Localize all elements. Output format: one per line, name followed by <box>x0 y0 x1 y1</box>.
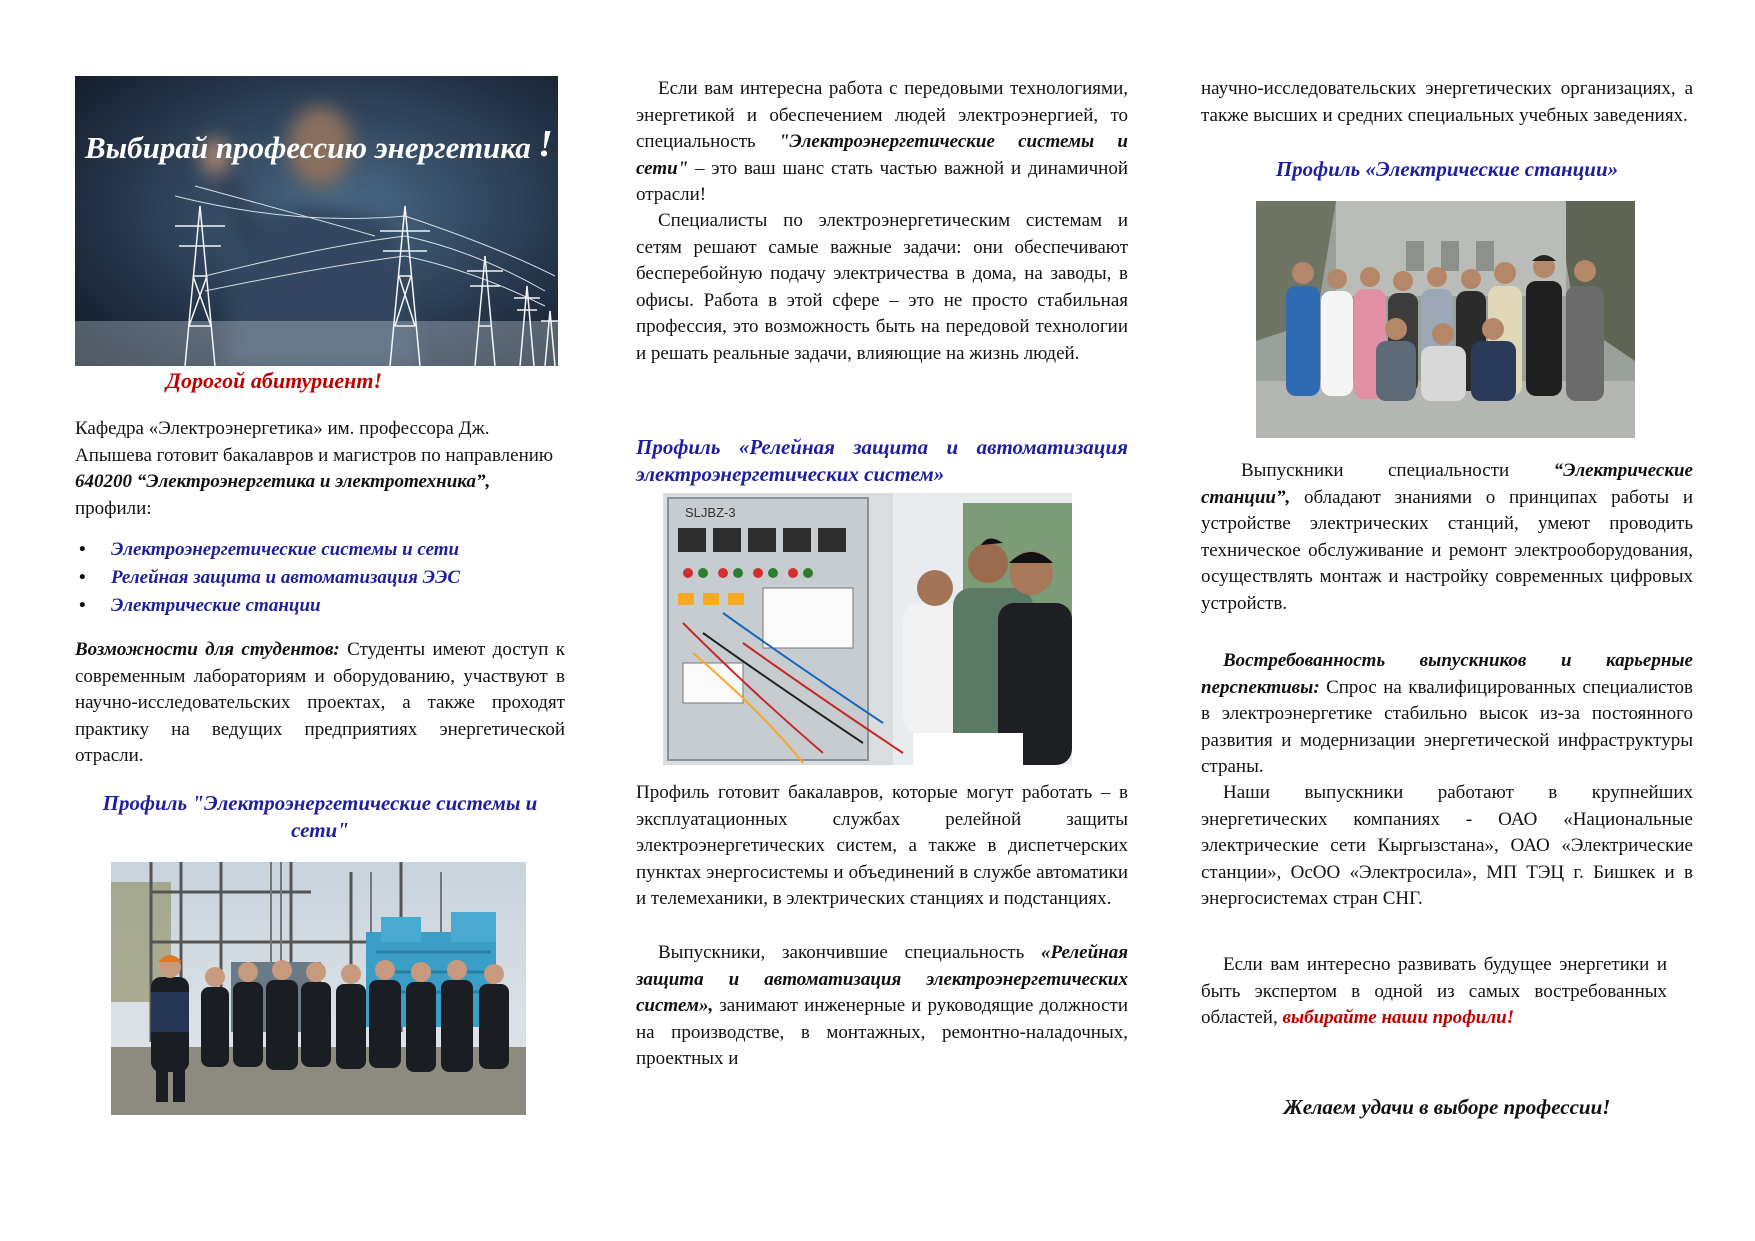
choose-profiles-call: выбирайте наши профили! <box>1282 1007 1515 1028</box>
opportunities-paragraph <box>75 637 565 770</box>
col2-profile-paragraph: Профиль готовит бакалавров, которые могут работать – в эксплуатационных службах релейной защиты электроэнергетических систем, а также в диспетчерских пунктах энергосистемы и объединений в службе автоматики и телемеханики, в электрических станциях и подстанциях. <box>636 782 1128 909</box>
substation-photo <box>111 862 526 1115</box>
profiles-list <box>75 536 565 620</box>
hero-title: Выбирай профессию энергетика <box>85 130 531 165</box>
demand-label: Востребованность выпускников и карьерные перспективы: <box>1201 650 1693 698</box>
col2-graduates-paragraph <box>636 940 1128 1073</box>
intro-paragraph <box>75 416 565 522</box>
power-station-photo <box>1256 201 1635 438</box>
opportunities-text: Студенты имеют доступ к современным лабораториям и оборудованию, участвуют в научно-исследовательских проектах, а также проходят практику на ведущих предприятиях энергетической отрасли. <box>75 639 565 766</box>
col3-p1-text: Выпускники специальности <box>1241 460 1554 481</box>
intro-text-2: профили: <box>75 497 152 519</box>
col3-invite-paragraph <box>1201 952 1667 1032</box>
list-item: • Электроэнергетические системы и сети <box>79 539 460 560</box>
col3-companies-paragraph: Наши выпускники работают в крупнейших энергетических компаниях - ОАО «Национальные электрические сети Кыргызстана», ОАО «Электрические станции», ОсОО «Электросила», МП ТЭЦ г. Бишкек и в энергосистемах стран СНГ. <box>1201 782 1693 909</box>
hero-image <box>75 76 558 366</box>
hero-title-excl: ! <box>538 123 553 165</box>
col3-continued-paragraph: научно-исследовательских энергетических организациях, а также высших и средних специальных учебных заведениях. <box>1201 78 1693 126</box>
col2-specialists-paragraph: Специалисты по электроэнергетическим системам и сетям решают самые важные задачи: они обеспечивают бесперебойную подачу электричества в дома, на заводы, в офисы. Работа в этой сфере – это не просто стабильная профессия, это возможность быть на передовой технологии и решать реальные задачи, влияющие на жизнь людей. <box>636 210 1128 364</box>
panel-label: SLJBZ-3 <box>685 505 736 520</box>
relay-lab-photo <box>663 493 1072 765</box>
col2-p1-specialty: "Электроэнергетические системы и сети" <box>636 131 1128 179</box>
profile3-heading: Профиль «Электрические станции» <box>1275 157 1619 181</box>
col2-p1-end: – это ваш шанс стать частью важной и динамичной отрасли! <box>636 157 1128 205</box>
greeting: Дорогой абитуриент! <box>166 368 383 393</box>
profile2-heading: Профиль «Релейная защита и автоматизация электроэнергетических систем» <box>636 435 1128 486</box>
list-item: • Релейная защита и автоматизация ЭЭС <box>79 567 461 588</box>
col2-p1-text: Если вам интересна работа с передовыми технологиями, энергетикой и обеспечением людей электроэнергией, то специальность <box>636 78 1128 152</box>
col2-p4-text: Выпускники, закончившие специальность <box>658 942 1042 963</box>
col3-graduates-paragraph <box>1201 458 1693 617</box>
program-name: 640200 “Электроэнергетика и электротехника”, <box>75 471 491 492</box>
profile1-heading: Профиль "Электроэнергетические системы и сети" <box>102 791 538 842</box>
intro-text-1: Кафедра «Электроэнергетика» им. профессора Дж. Апышева готовит бакалавров и магистров по направлению <box>75 418 554 466</box>
opportunities-label: Возможности для студентов: <box>75 639 340 660</box>
col2-intro-paragraph <box>636 76 1128 209</box>
col2-p4-end: занимают инженерные и руководящие должности на производстве, в монтажных, ремонтно-наладочных, проектных и <box>636 995 1128 1069</box>
demand-text: Спрос на квалифицированных специалистов в электроэнергетике стабильно высок из-за постоянного развития и модернизации энергетической инфраструктуры страны. <box>1201 676 1693 777</box>
closing-wish: Желаем удачи в выборе профессии! <box>1283 1095 1611 1119</box>
col3-p1-end: обладают знаниями о принципах работы и устройстве электрических станций, умеют проводить техническое обслуживание и ремонт электрооборудования, осуществлять монтаж и настройку современных цифровых устройств. <box>1201 486 1693 614</box>
col3-p4-text: Если вам интересно развивать будущее энергетики и быть экспертом в одной из самых востребованных областей, <box>1201 954 1667 1028</box>
col3-p1-specialty: “Электрические станции”, <box>1201 460 1693 508</box>
col2-p4-specialty: «Релейная защита и автоматизация электроэнергетических систем», <box>636 942 1128 1016</box>
col3-demand-paragraph <box>1201 648 1693 781</box>
list-item: • Электрические станции <box>79 595 321 616</box>
